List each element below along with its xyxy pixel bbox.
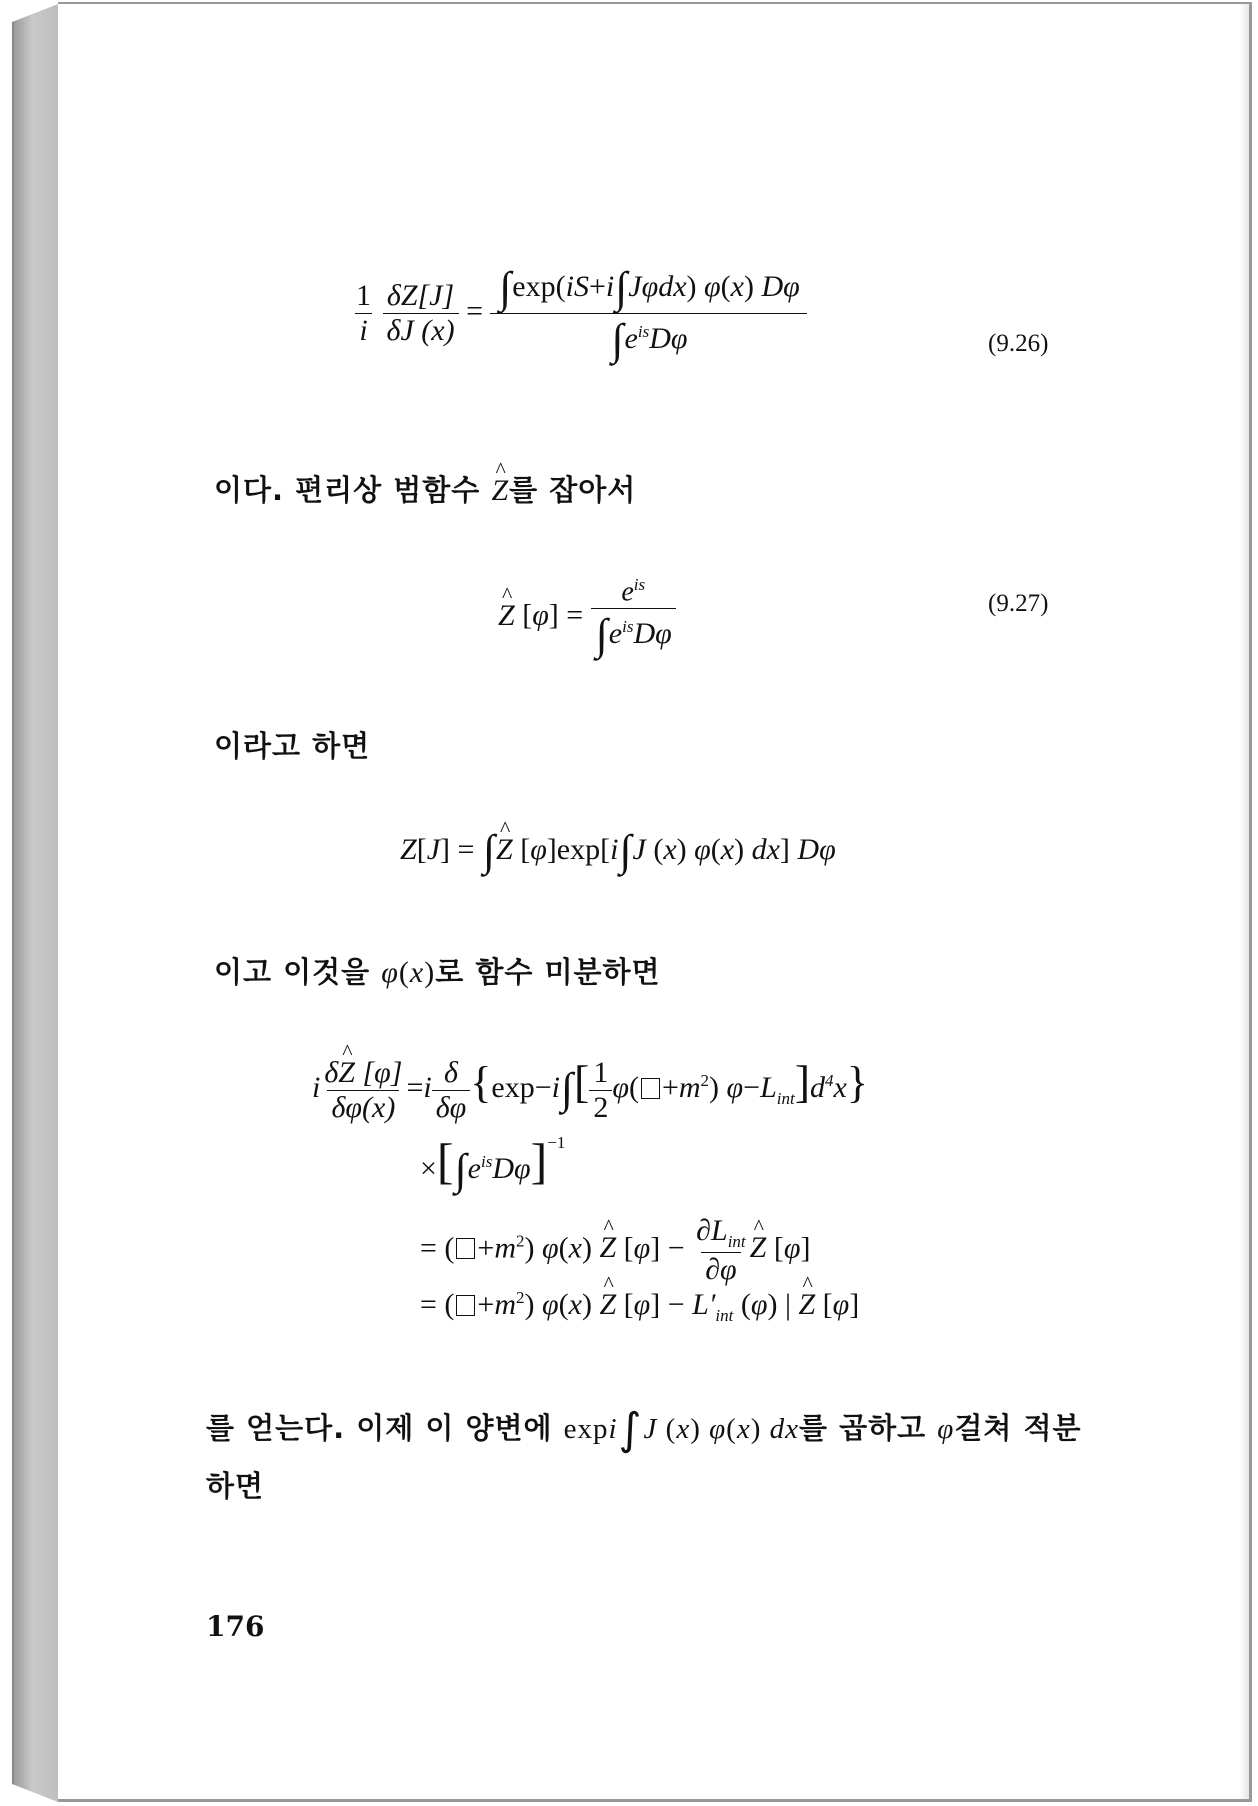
derivation-line-1: i $\frac{\delta\^{} Z [\varphi]}{\delta\varphi(x)}$ =i $\frac{\delta}{\delta\varphi}$ {exp−i∫[ $\frac{1}{2}$ $\varphi( +m^2)$ $\varphi-L_{int}]d^4x$} [312,1055,868,1125]
derivation-line-2: $\times[\int e^{is}D\varphi]^{-1}$ [420,1133,566,1194]
equation-number-9-27: (9.27) [988,590,1049,617]
text-line-3-b: 로 함수 미분하면 [435,955,661,989]
text-line-4: 를 얻는다. 이제 이 양변에 expi∫J (x) φ(x) dx를 곱하고 φ걸쳐 적분 [206,1404,1082,1455]
equation-9-26: $\frac{1}{i}$ $\frac{\delta Z[J]}{\delta J (x)}$ = $\frac{\text{∫exp(iS+i∫Jφdx) φ(x) Dφ}}{\int e^{is}D\varphi}$ [352,262,807,365]
text-line-4-b: 를 곱하고 [799,1411,927,1445]
equation-9-27: ^ Z [φ] = $\frac{e^{is}}{\int e^{is}D\varphi}$ [498,575,676,660]
equation-z-of-j: Z[J] = ∫^ Z [φ]exp[i∫J (x) φ(x) dx] Dφ [400,825,836,876]
derivation-line-3: = ( $+m^2$) φ(x) ^ Z [φ] − $\frac{\partial L_{int}}{\partial\varphi}$ ^ Z [φ] [420,1214,810,1287]
text-line-3-a: 이고 이것을 [214,955,371,989]
page-number: 176 [206,1610,265,1643]
text-line-1-a: 이다. 편리상 범함수 [214,473,481,507]
equation-number-9-26: (9.26) [988,330,1049,357]
text-line-5: 하면 [206,1469,265,1503]
text-line-4-c: 걸쳐 적분 [954,1411,1082,1445]
book-spine [12,4,60,1802]
text-line-1-b: 를 잡아서 [509,473,637,507]
text-line-3: 이고 이것을 φ(x)로 함수 미분하면 [214,955,661,989]
text-line-1: 이다. 편리상 범함수 ^ Z를 잡아서 [214,468,636,509]
page-edge-shadow [1239,4,1249,1799]
text-line-2: 이라고 하면 [214,729,371,763]
text-line-4-a: 를 얻는다. 이제 이 양변에 [206,1411,553,1445]
derivation-line-4: = ( $+m^2$) φ(x) ^ Z $[\varphi] - L'_{int}$ (φ) | ^ Z [φ] [420,1288,859,1326]
